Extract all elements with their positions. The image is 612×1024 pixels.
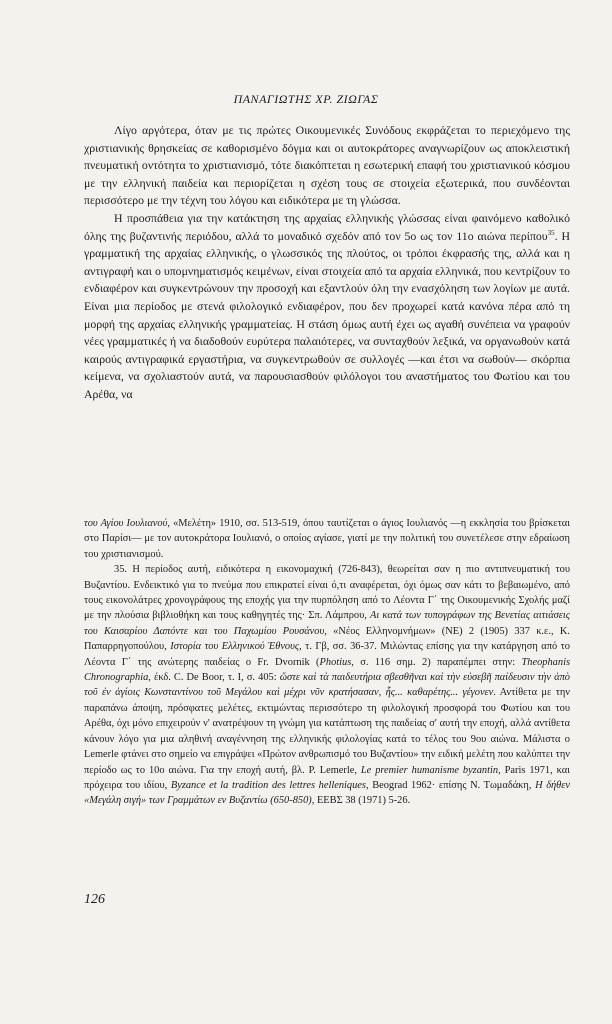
text-segment-12: , Paris 1971, και πρόχειρα του ιδίου,: [84, 764, 571, 791]
text-segment-0: 35. Η περίοδος αυτή, ειδικότερα η εικονομαχική (726-843), θεωρείται σαν η πιο αντιπνευματική του Βυζαντίου. Ενδεικτικό για το πνεύμα που επικρατεί είναι ό,τι αναφέρεται, όχι όμως σαν κάτι το βεβαιωμένο, από τους εικονολάτρες χρονογράφους της εποχής για την πυρπόληση από το Λέοντα Γ΄ της Οικουμενικής Σχολής μαζί με την πλούσια βιβλιοθήκη και τους καθηγητές της· Σπ. Λάμπρου,: [84, 564, 570, 622]
italic-segment-11: Le premier humanisme byzantin: [360, 764, 499, 776]
text-segment-16: , ΕΕΒΣ 38 (1971) 5-26.: [311, 795, 411, 807]
italic-segment-13: Byzance et la tradition des lettres helleniques: [170, 779, 366, 791]
paragraph-2-part-a: Η προσπάθεια για την κατάκτηση της αρχαίας ελληνικής γλώσσας είναι φαινόμενο καθολικό όλης της βυζαντινής περιόδου, αλλά το μοναδικό σχεδόν από τον 5ο ως τον 11ο αιώνα περίπου: [84, 210, 570, 243]
main-text: [84, 122, 570, 404]
italic-segment-0: του Αγίου Ιουλιανού: [84, 518, 168, 529]
text-segment-6: , σ. 116 σημ. 2) παραπέμπει στην:: [351, 656, 522, 668]
italic-segment-3: Ιστορία του Ελληνικού Έθνους: [170, 641, 300, 653]
paragraph-2-part-b: . Η γραμματική της αρχαίας ελληνικής, ο γλωσσικός της πλούτος, οι τρόποι έκφρασής της, αλλά και η αντιγραφή και ο υπομνηματισμός κειμένων, είναι στοιχεία από τα αρχαία ελληνικά, που κεντρίζουν το ενδιαφέρον και συγκεντρώνουν την προσοχή και εξαντλούν όλη την ενασχόληση των λογίων με αυτά. Είναι μια περίοδος με στενά φιλολογικό ενδιαφέρον, που δεν προχωρεί κατά κανόνα πέρα από τη μορφή της αρχαίας ελληνικής γραμματείας. Η στάση όμως αυτή έχει ως αγαθή συνέπεια να γραφούν νέες γραμματικές ή να διαδοθούν ευρύτερα παλαιότερες, να συνταχθούν λεξικά, να οργανωθούν κατά καιρούς αντιγραφικά εργαστήρια, να συγκεντρωθούν σε συλλογές —και έτσι να σωθούν— σκόρπια κείμενα, να σχολιαστούν αυτά, να παρουσιασθούν φιλόλογοι του αναστήματος του Φωτίου και του Αρέθα, να: [84, 228, 570, 401]
paragraph-2: [84, 210, 570, 404]
italic-segment-7: Theophanis Chronographia: [84, 656, 570, 684]
text-segment-1: , «Μελέτη» 1910, σσ. 513-519, όπου ταυτίζεται ο άγιος Ιουλιανός —η εκκλησία του βρίσκεται στο Παρίσι— με τον αυτοκράτορα Ιουλιανό, ο οποίος αγίασε, γιατί με την πολιτική του συνετέλεσε στην εδραίωση του χριστιανισμού.: [84, 518, 571, 560]
text-segment-2: , «Νέος Ελληνομνήμων» (ΝΕ) 2 (1905) 337 κ.ε., Κ. Παπαρρηγοπούλου,: [84, 625, 570, 653]
italic-segment-1: Αι κατά των τυπογράφων της Βενετίας αιτιάσεις του Καισαρίου Δαπόντε και του Παχωμίου Ρουσάνου: [84, 610, 570, 637]
footnote-ref-35: 35: [547, 228, 555, 237]
italic-segment-9: ὥστε καὶ τὰ παιδευτήρια σβεσθῆναι καὶ τὴν εὐσεβῆ παίδευσιν τὴν ἀπὸ τοῦ ἐν ἁγίοις Κωνσταντίνου τοῦ Μεγάλου καὶ μέχρι νῦν κρατήσασαν, ἧς... καθαρέτης... γέγονεν: [84, 672, 570, 699]
footnote-35: [84, 562, 570, 809]
paragraph-1: Λίγο αργότερα, όταν με τις πρώτες Οικουμενικές Συνόδους εκφράζεται το περιεχόμενο της χριστιανικής θρησκείας σε καθορισμένο δόγμα και οι αυτοκράτορες αναγνωρίζουν ως αποκλειστική πνευματική οντότητα το χριστιανισμό, τότε διακόπτεται η εσωτερική επαφή του χριστιανικού κόσμου με την ελληνική παιδεία και περιορίζεται η σχέση τους σε στοιχεία εξωτερικά, που συνδέονται περισσότερο με την τέχνη του λόγου και ειδικότερα με τη γλώσσα.: [84, 123, 570, 208]
running-head: ΠΑΝΑΓΙΩΤΗΣ ΧΡ. ΖΙΩΓΑΣ: [233, 92, 379, 106]
footnotes: [84, 516, 570, 809]
text-segment-10: . Αντίθετα με την παραπάνω άποψη, πρόσφατες μελέτες, εκτιμώντας περισσότερο τη φιλολογική προσφορά του Φωτίου και του Αρέθα, όχι μόνο επιχειρούν ν' ανατρέψουν τη γνώμη για κατάπτωση της παιδείας σ' αυτή την εποχή, αλλά αντίθετα κάνουν λόγο για μια αληθινή αναγέννηση της ελληνικής φιλολογίας κατά το τέλος του 9ου αιώνα. Μάλιστα ο Lemerle φτάνει στο σημείο να επιγράψει «Πρώτον ανθρωπισμό του Βυζαντίου» την ειδική μελέτη που καλύπτει την περίοδο ως το 10ο αιώνα. Για την εποχή αυτή, βλ. P. Lemerle,: [84, 687, 570, 776]
text-segment-8: , έκδ. C. De Boor, τ. I, σ. 405:: [148, 672, 280, 684]
footnote-continuation: [84, 516, 570, 562]
text-segment-4: , τ. Γβ, σσ. 36-37. Μιλώντας επίσης για την κατάργηση από το Λέοντα Γ΄ της ανώτερης παιδείας ο Fr. Dvornik (: [84, 641, 570, 668]
italic-segment-5: Photius: [319, 656, 352, 668]
text-segment-14: , Beograd 1962· επίσης Ν. Τωμαδάκη,: [365, 779, 536, 791]
page-number: 126: [84, 892, 105, 907]
italic-segment-15: Η δήθεν «Μεγάλη σιγή» των Γραμμάτων εν Βυζαντίω (650-850): [84, 779, 570, 807]
